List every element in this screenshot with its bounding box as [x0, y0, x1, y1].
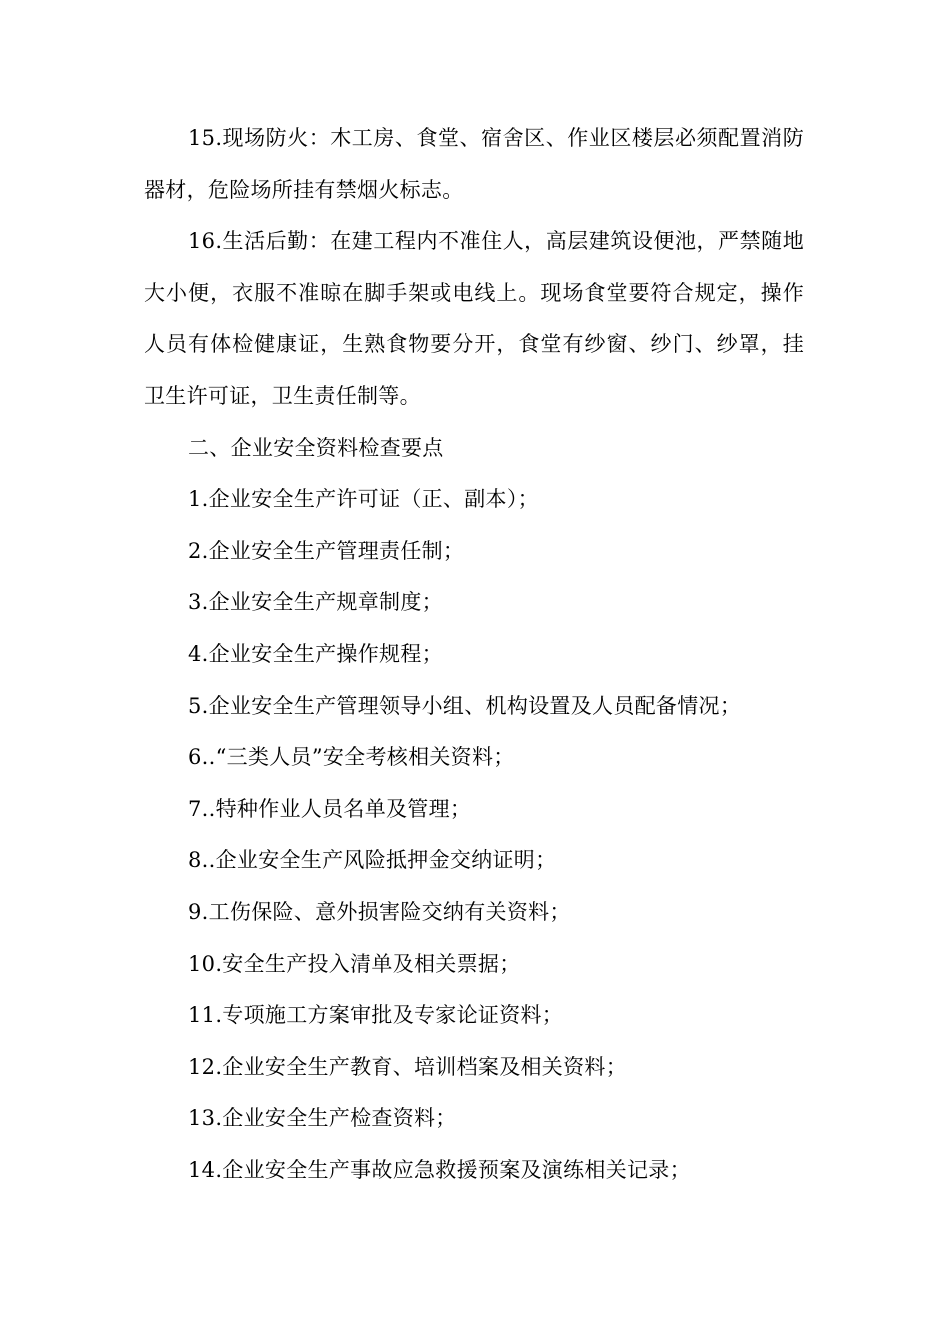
list-item: 5.企业安全生产管理领导小组、机构设置及人员配备情况； — [188, 693, 742, 718]
list-item: 3.企业安全生产规章制度； — [188, 590, 443, 615]
list-item: 7..特种作业人员名单及管理； — [188, 796, 472, 821]
list-item: 4.企业安全生产操作规程； — [188, 641, 443, 666]
list-item: 11.专项施工方案审批及专家论证资料； — [188, 1003, 564, 1028]
list-item: 1.企业安全生产许可证（正、副本）； — [188, 487, 539, 512]
paragraph-living-logistics: 16.生活后勤：在建工程内不准住人，高层建筑设便池，严禁随地大小便，衣服不准晾在脚手架或电线上。现场食堂要符合规定，操作人员有体检健康证，生熟食物要分开，食堂有纱窗、纱门、纱罩，挂卫生许可证，卫生责任制等。 — [144, 229, 804, 408]
list-item: 14.企业安全生产事故应急救援预案及演练相关记录； — [188, 1157, 691, 1182]
list-item: 12.企业安全生产教育、培训档案及相关资料； — [188, 1054, 627, 1079]
paragraph-fire-prevention: 15.现场防火：木工房、食堂、宿舍区、作业区楼层必须配置消防器材，危险场所挂有禁烟火标志。 — [144, 126, 804, 202]
list-item: 6..“三类人员”安全考核相关资料； — [188, 745, 515, 770]
section-heading: 二、企业安全资料检查要点 — [188, 435, 444, 460]
list-item: 13.企业安全生产检查资料； — [188, 1106, 457, 1131]
list-item: 2.企业安全生产管理责任制； — [188, 538, 465, 563]
document-page — [144, 113, 804, 1196]
list-item: 8..企业安全生产风险抵押金交纳证明； — [188, 848, 557, 873]
list-item: 9.工伤保险、意外损害险交纳有关资料； — [188, 899, 571, 924]
list-item: 10.安全生产投入清单及相关票据； — [188, 951, 521, 976]
